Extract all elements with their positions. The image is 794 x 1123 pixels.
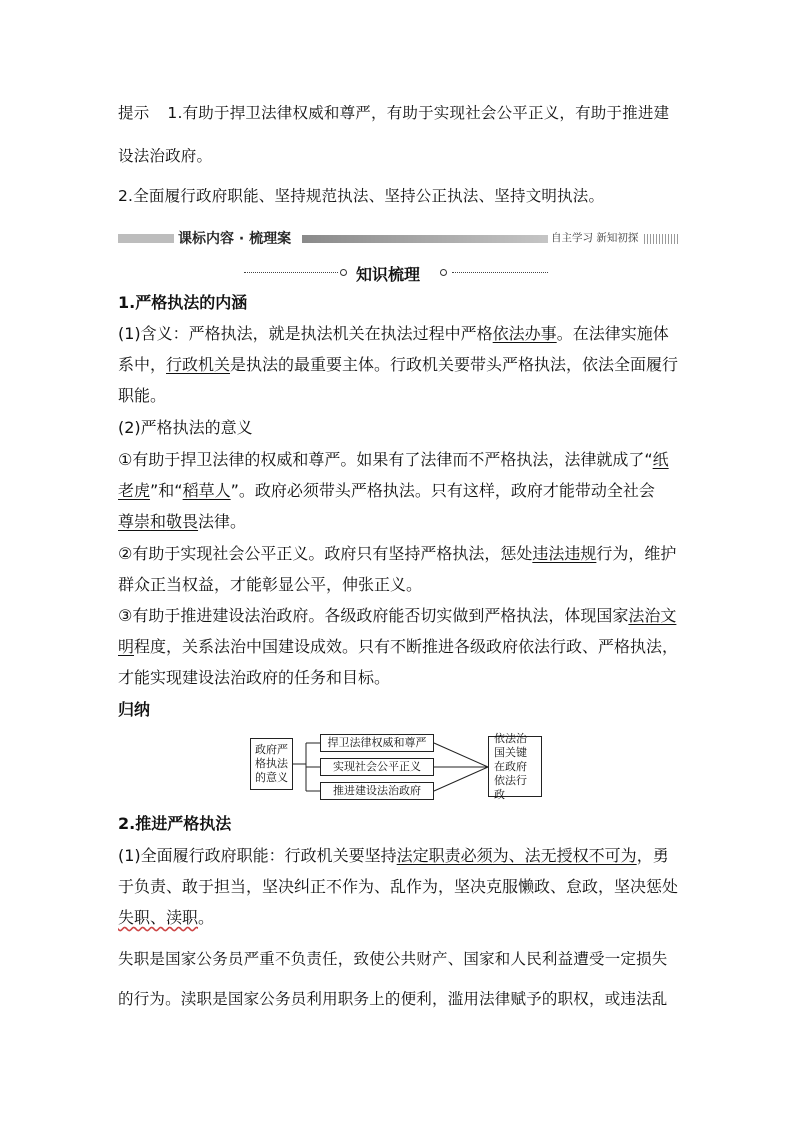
knowledge-title: 知识梳理: [356, 265, 421, 284]
s1-p3-u2: 稻草人: [182, 481, 231, 500]
s1-p3-line2: [118, 481, 655, 501]
s2-p1-u1: 法定职责必须为、法无授权不可为: [396, 846, 637, 865]
hint-text-1: 1.有助于捍卫法律权威和尊严，有助于实现社会公平正义，有助于推进建: [167, 104, 670, 122]
s1-p2: (2)严格执法的意义: [118, 418, 253, 437]
s2-p1-a: (1)全面履行政府职能：行政机关要坚持: [118, 846, 397, 865]
diagram-item-2: 实现社会公平正义: [320, 758, 434, 776]
s1-p3-a: ①有助于捍卫法律的权威和尊严。如果有了法律而不严格执法，法律就成了“: [118, 450, 653, 469]
s1-p4-b: 行为，维护: [596, 544, 677, 563]
diagram-right-box: 依法治国关键在政府依法行政: [488, 736, 542, 797]
s1-p1-a: (1)含义：严格执法，就是执法机关在执法过程中严格: [118, 324, 493, 343]
banner-bar-end: [644, 234, 680, 244]
dotted-rule-right: [452, 272, 548, 273]
dotted-rule-left: [244, 272, 338, 273]
summary-diagram: [248, 731, 544, 801]
s1-p5-u1b: 明: [118, 637, 135, 656]
diagram-item-1: 捍卫法律权威和尊严: [320, 734, 434, 752]
s1-p5-line2: [118, 637, 678, 657]
s2-p1-line1: [118, 846, 669, 866]
s1-p4-line2: 群众正当权益，才能彰显公平，伸张正义。: [118, 575, 423, 594]
diagram-left-box: 政府严格执法的意义: [250, 738, 293, 790]
banner-title: 课标内容 · 梳理案: [178, 231, 292, 247]
s1-p5-a: ③有助于推进建设法治政府。各级政府能否切实做到严格执法，体现国家: [118, 606, 629, 625]
circle-ornament-right: [440, 269, 447, 276]
s1-p3-b: ”和“: [150, 481, 183, 500]
s1-p4-a: ②有助于实现社会公平正义。政府只有坚持严格执法，惩处: [118, 544, 533, 563]
s1-p3-u3: 尊崇: [118, 512, 151, 531]
s1-p1-b: 。在法律实施体: [556, 324, 669, 343]
s1-heading: 1.严格执法的内涵: [118, 293, 248, 312]
s1-p1-line1: [118, 324, 669, 344]
s1-p1-u2: 行政机关: [166, 355, 231, 374]
s1-p1-u1: 依法办事: [492, 324, 557, 343]
banner-subtitle: 自主学习 新知初探: [548, 230, 641, 245]
s2-p1-d: 。: [198, 908, 215, 927]
s1-p3-u4: 敬畏: [166, 512, 199, 531]
s2-p1-line3: [118, 908, 214, 928]
s1-p5-line1: [118, 606, 676, 626]
s1-p3-line3: [118, 512, 246, 532]
s1-p1-d: 是执法的最重要主体。行政机关要带头严格执法，依法全面履行: [230, 355, 679, 374]
s1-p1-line3: 职能。: [118, 386, 167, 405]
hint-line-1: [118, 103, 669, 123]
s2-p1-w1: 失职、渎职: [118, 908, 199, 927]
s1-p4-u1: 违法违规: [532, 544, 597, 563]
s2-p1-line2: 于负责、敢于担当，坚决纠正不作为、乱作为，坚决克服懒政、怠政，坚决惩处: [118, 877, 679, 896]
hint-line-3: 2.全面履行政府职能、坚持规范执法、坚持公正执法、坚持文明执法。: [118, 187, 605, 205]
s1-p3-c: ”。政府必须带头严格执法。只有这样，政府才能带动全社会: [230, 481, 655, 500]
hint-line-2: 设法治政府。: [118, 147, 213, 165]
section-banner: [118, 231, 680, 245]
s1-p3-line1: [118, 450, 669, 470]
s1-p1-line2: [118, 355, 678, 375]
s1-p5-b: 程度，关系法治中国建设成效。只有不断推进各级政府依法行政、严格执法，: [134, 637, 679, 656]
s2-note-line2: 的行为。渎职是国家公务员利用职务上的便利，滥用法律赋予的职权，或违法乱: [118, 990, 668, 1008]
s1-p1-c: 系中，: [118, 355, 167, 374]
s1-p5-line3: 才能实现建设法治政府的任务和目标。: [118, 668, 391, 687]
s2-p1-b: ，勇: [636, 846, 669, 865]
s2-heading: 2.推进严格执法: [118, 814, 232, 833]
s1-p3-u1b: 老虎: [118, 481, 151, 500]
hint-label: 提示: [118, 104, 150, 122]
banner-bar-left: [118, 234, 174, 243]
s1-p3-e: 法律。: [198, 512, 247, 531]
s1-p3-d: 和: [150, 512, 167, 531]
s2-note-line1: 失职是国家公务员严重不负责任，致使公共财产、国家和人民利益遭受一定损失: [118, 950, 668, 968]
diagram-item-3: 推进建设法治政府: [320, 782, 434, 800]
summary-label: 归纳: [118, 700, 151, 719]
s1-p5-u1: 法治文: [628, 606, 677, 625]
circle-ornament-left: [340, 269, 347, 276]
s1-p3-u1: 纸: [652, 450, 669, 469]
s1-p4-line1: [118, 544, 676, 564]
knowledge-title-row: [240, 262, 560, 282]
